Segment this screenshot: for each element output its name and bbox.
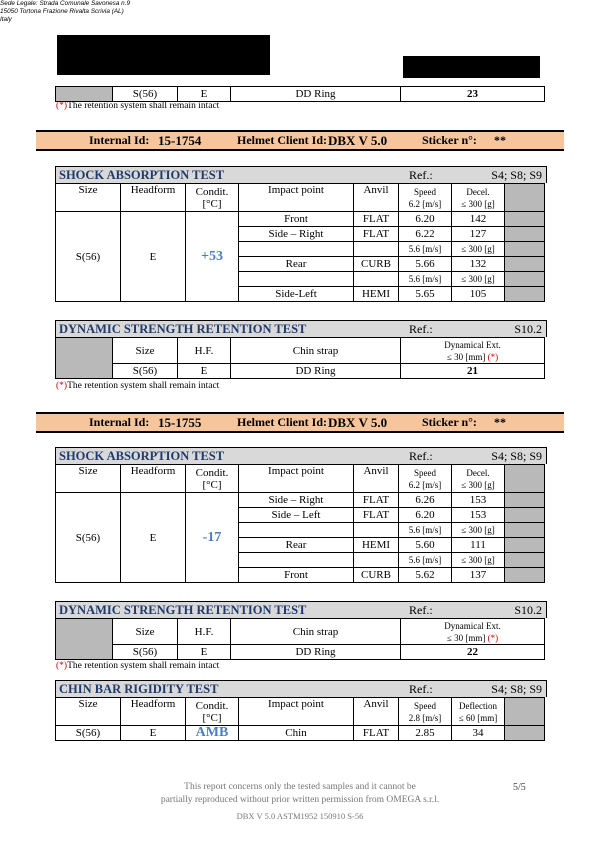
address-line: Italy <box>0 16 12 23</box>
client-id-value: DBX V 5.0 <box>328 415 388 430</box>
speed-header: Speed 6.2 [m/s] <box>399 465 452 493</box>
impact-point-cell: Front <box>239 212 354 227</box>
headform-cell: E <box>121 212 186 302</box>
anvil-header: Anvil <box>354 184 399 212</box>
size-cell: S(56) <box>56 493 121 583</box>
dynamic-strength-header <box>55 601 547 618</box>
sticker-value: ** <box>494 133 506 147</box>
decel-cell: 142 <box>452 212 505 227</box>
anvil-cell: FLAT <box>354 212 399 227</box>
speed-header: Speed 2.8 [m/s] <box>399 698 452 726</box>
speed-cell: 6.20 <box>399 212 452 227</box>
speed-cell: 6.20 <box>399 508 452 523</box>
impact-point-cell: Front <box>239 568 354 583</box>
ref-label: Ref.: <box>409 682 433 696</box>
anvil-cell: FLAT <box>354 726 399 741</box>
size-cell: S(56) <box>56 726 121 741</box>
shock-table <box>55 464 545 583</box>
shock-absorption-header <box>55 447 547 464</box>
sub-speed-cell: 5.6 [m/s] <box>399 553 452 568</box>
internal-id-label: Internal Id: <box>89 415 150 429</box>
size-header: Size <box>113 338 178 364</box>
decel-cell: 105 <box>452 287 505 302</box>
size-header: Size <box>113 619 178 645</box>
size-header: Size <box>56 465 121 493</box>
condit-header: Condit. [°C] <box>186 698 239 726</box>
ext-cell: 21 <box>401 364 545 379</box>
speed-cell: 5.66 <box>399 257 452 272</box>
redacted-contact <box>403 56 540 78</box>
hf-cell: E <box>178 364 231 379</box>
speed-cell: 6.26 <box>399 493 452 508</box>
speed-header: Speed 6.2 [m/s] <box>399 184 452 212</box>
impact-point-cell: Chin <box>239 726 354 741</box>
hf-header: H.F. <box>178 619 231 645</box>
size-header: Size <box>56 184 121 212</box>
decel-cell: 153 <box>452 508 505 523</box>
size-header: Size <box>56 698 121 726</box>
section-title: CHIN BAR RIGIDITY TEST <box>59 682 219 696</box>
ref-value: S4; S8; S9 <box>491 682 542 696</box>
ref-label: Ref.: <box>409 322 433 336</box>
ref-label: Ref.: <box>409 449 433 463</box>
section-title: DYNAMIC STRENGTH RETENTION TEST <box>59 322 307 336</box>
client-id-label: Helmet Client Id: <box>237 133 327 147</box>
shock-absorption-header <box>55 166 547 183</box>
speed-cell: 2.85 <box>399 726 452 741</box>
headform-header: Headform <box>121 698 186 726</box>
ref-value: S4; S8; S9 <box>491 449 542 463</box>
decel-cell: 137 <box>452 568 505 583</box>
headform-header: Headform <box>121 184 186 212</box>
ref-value: S10.2 <box>514 322 542 336</box>
sample-header-band <box>36 130 564 151</box>
hf-header: H.F. <box>178 338 231 364</box>
document-code: DBX V 5.0 ASTM1952 150910 S-56 <box>236 811 364 821</box>
client-id-label: Helmet Client Id: <box>237 415 327 429</box>
speed-cell: 5.60 <box>399 538 452 553</box>
impact-point-header: Impact point <box>239 184 354 212</box>
size-cell: S(56) <box>113 645 178 660</box>
hf-cell: E <box>178 87 231 102</box>
size-cell: S(56) <box>113 87 178 102</box>
ext-cell: 23 <box>401 87 545 102</box>
anvil-cell: FLAT <box>354 493 399 508</box>
impact-point-header: Impact point <box>239 465 354 493</box>
sub-speed-cell: 5.6 [m/s] <box>399 523 452 538</box>
sample-header-band <box>36 412 564 433</box>
section-title: DYNAMIC STRENGTH RETENTION TEST <box>59 603 307 617</box>
deflection-cell: 34 <box>452 726 505 741</box>
dyn-ext-header: Dynamical Ext. ≤ 30 [mm] (*) <box>401 338 545 364</box>
impact-point-cell: Side – Right <box>239 493 354 508</box>
decel-header: Decel. ≤ 300 [g] <box>452 465 505 493</box>
retention-note: (*)The retention system shall remain intact <box>56 661 220 671</box>
decel-cell: 153 <box>452 493 505 508</box>
ref-label: Ref.: <box>409 168 433 182</box>
impact-point-cell: Side – Left <box>239 508 354 523</box>
footer-disclaimer-line: This report concerns only the tested samples and it cannot be <box>184 782 416 792</box>
section-title: SHOCK ABSORPTION TEST <box>59 449 225 463</box>
chin-bar-table <box>55 697 545 741</box>
anvil-cell: HEMI <box>354 538 399 553</box>
deflection-header: Deflection ≤ 60 [mm] <box>452 698 505 726</box>
condit-header: Condit. [°C] <box>186 184 239 212</box>
condit-cell: -17 <box>186 493 239 583</box>
impact-point-cell: Rear <box>239 538 354 553</box>
chin-strap-cell: DD Ring <box>231 364 401 379</box>
headform-cell: E <box>121 726 186 741</box>
chin-strap-cell: DD Ring <box>231 645 401 660</box>
impact-point-cell: Side – Right <box>239 227 354 242</box>
ref-value: S4; S8; S9 <box>491 168 542 182</box>
sub-speed-cell: 5.6 [m/s] <box>399 272 452 287</box>
address-line: 15050 Tortona Frazione Rivalta Scrivia (AL) <box>0 8 124 15</box>
shock-table <box>55 183 545 302</box>
sub-limit-cell: ≤ 300 [g] <box>452 242 505 257</box>
sticker-value: ** <box>494 415 506 429</box>
decel-cell: 111 <box>452 538 505 553</box>
internal-id-label: Internal Id: <box>89 133 150 147</box>
ext-cell: 22 <box>401 645 545 660</box>
decel-header: Decel. ≤ 300 [g] <box>452 184 505 212</box>
impact-point-header: Impact point <box>239 698 354 726</box>
dynamic-table <box>55 618 545 660</box>
decel-cell: 127 <box>452 227 505 242</box>
ref-value: S10.2 <box>514 603 542 617</box>
chin-strap-cell: DD Ring <box>231 87 401 102</box>
chin-strap-header: Chin strap <box>231 619 401 645</box>
dyn-ext-header: Dynamical Ext. ≤ 30 [mm] (*) <box>401 619 545 645</box>
sub-limit-cell: ≤ 300 [g] <box>452 553 505 568</box>
speed-cell: 5.62 <box>399 568 452 583</box>
top-dynamic-table <box>55 86 545 102</box>
ref-label: Ref.: <box>409 603 433 617</box>
headform-cell: E <box>121 493 186 583</box>
redacted-logo <box>57 35 270 75</box>
decel-cell: 132 <box>452 257 505 272</box>
condit-cell: AMB <box>186 726 239 741</box>
anvil-cell: CURB <box>354 568 399 583</box>
condit-header: Condit. [°C] <box>186 465 239 493</box>
retention-note: (*)The retention system shall remain intact <box>56 381 220 391</box>
sticker-label: Sticker n°: <box>422 133 477 147</box>
footer-disclaimer-line: partially reproduced without prior written permission from OMEGA s.r.l. <box>160 795 440 805</box>
anvil-cell: FLAT <box>354 508 399 523</box>
section-title: SHOCK ABSORPTION TEST <box>59 168 225 182</box>
company-address <box>0 0 190 24</box>
chin-strap-header: Chin strap <box>231 338 401 364</box>
sub-limit-cell: ≤ 300 [g] <box>452 272 505 287</box>
page-number: 5/5 <box>513 782 526 793</box>
dynamic-table <box>55 337 545 379</box>
anvil-header: Anvil <box>354 465 399 493</box>
internal-id-value: 15-1755 <box>158 415 202 430</box>
chin-bar-header <box>55 680 547 697</box>
sub-limit-cell: ≤ 300 [g] <box>452 523 505 538</box>
speed-cell: 6.22 <box>399 227 452 242</box>
retention-note: (*)The retention system shall remain intact <box>56 101 220 111</box>
anvil-cell: CURB <box>354 257 399 272</box>
anvil-header: Anvil <box>354 698 399 726</box>
headform-header: Headform <box>121 465 186 493</box>
dynamic-strength-header <box>55 320 547 337</box>
sub-speed-cell: 5.6 [m/s] <box>399 242 452 257</box>
impact-point-cell: Rear <box>239 257 354 272</box>
internal-id-value: 15-1754 <box>158 133 202 148</box>
size-cell: S(56) <box>56 212 121 302</box>
size-cell: S(56) <box>113 364 178 379</box>
client-id-value: DBX V 5.0 <box>328 133 388 148</box>
hf-cell: E <box>178 645 231 660</box>
condit-cell: +53 <box>186 212 239 302</box>
address-line: Sede Legale: Strada Comunale Savonesa n.9 <box>0 0 131 7</box>
speed-cell: 5.65 <box>399 287 452 302</box>
anvil-cell: HEMI <box>354 287 399 302</box>
anvil-cell: FLAT <box>354 227 399 242</box>
sticker-label: Sticker n°: <box>422 415 477 429</box>
impact-point-cell: Side-Left <box>239 287 354 302</box>
